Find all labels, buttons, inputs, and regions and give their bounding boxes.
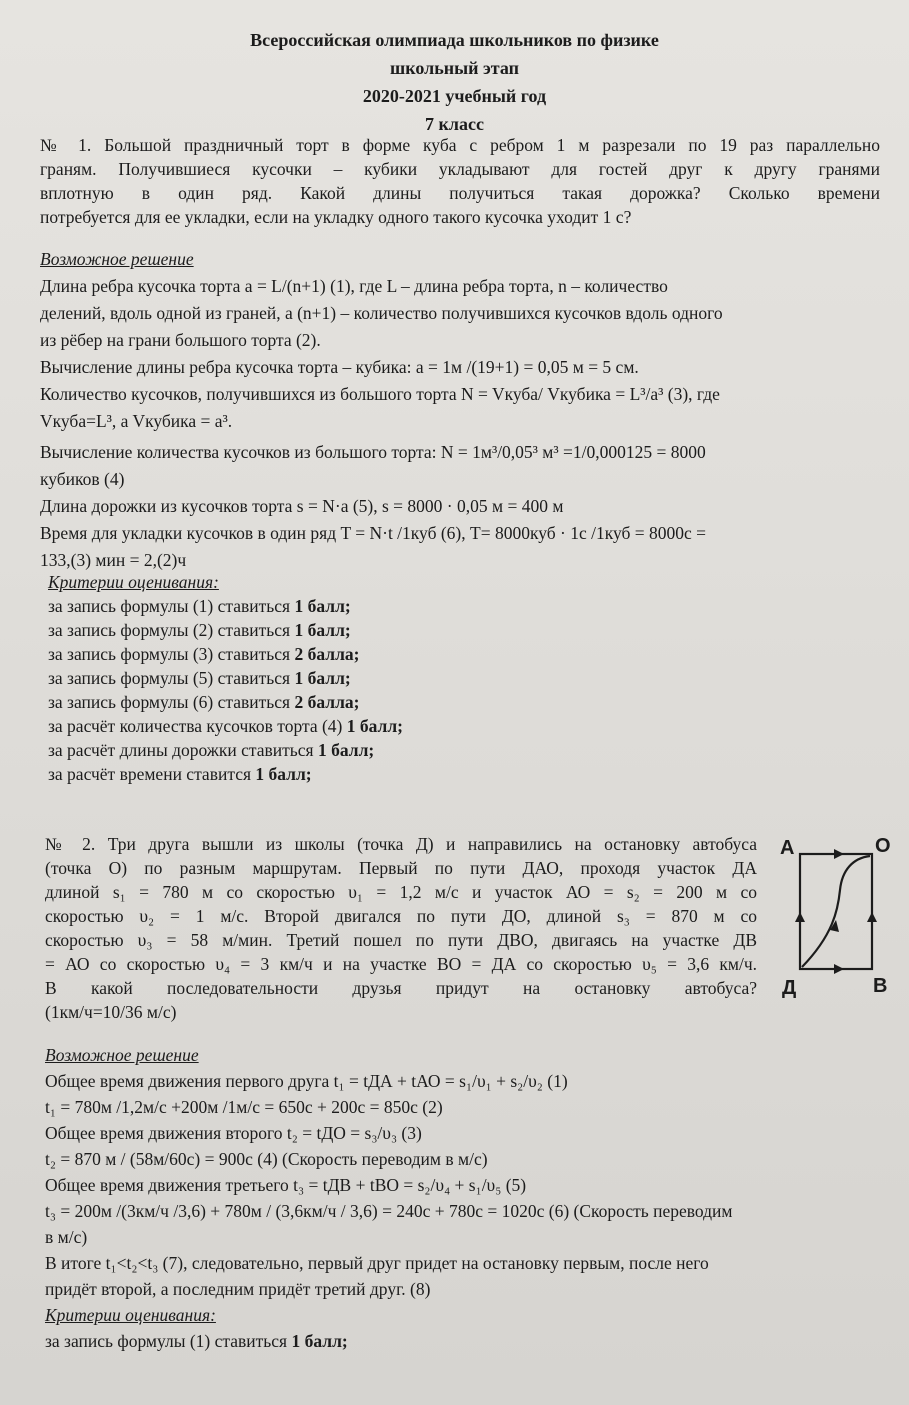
text-line: (точка О) по разным маршрутам. Первый по пути ДАО, проходя участок ДА <box>45 858 757 878</box>
criteria-item: за расчёт длины дорожки ставиться 1 балл; <box>48 740 375 760</box>
grade-title: 7 класс <box>425 114 484 134</box>
point-o-label: O <box>875 835 891 857</box>
text-line: скоростью υ₂ = 1 м/с. Второй двигался по пути ДО, длиной s₃ = 870 м со <box>45 906 757 926</box>
problem-2-statement <box>45 832 757 1024</box>
criteria-heading: Критерии оценивания: <box>45 1305 216 1325</box>
text-line: Длина дорожки из кусочков торта s = N·a (5), s = 8000 · 0,05 м = 400 м <box>40 496 564 516</box>
point-d-label: Д <box>782 977 797 999</box>
text-line: длиной s₁ = 780 м со скоростью υ₁ = 1,2 м/с и участок АО = s₂ = 200 м со <box>45 882 757 902</box>
criteria-item: за запись формулы (1) ставиться 1 балл; <box>45 1331 348 1351</box>
text-line: в м/с) <box>45 1227 88 1247</box>
problem-1-statement <box>40 133 880 229</box>
text-line: = АО со скоростью υ₄ = 3 км/ч и на участке ВО = ДА со скоростью υ₅ = 3,6 км/ч. <box>45 954 757 974</box>
criteria-item: за расчёт количества кусочков торта (4) 1 балл; <box>48 716 403 736</box>
criteria-heading: Критерии оценивания: <box>48 572 219 592</box>
text-line: потребуется для ее укладки, если на укладку одного такого кусочка уходит 1 с? <box>40 207 632 227</box>
text-line: делений, вдоль одной из граней, а (n+1) – количество получившихся кусочков вдоль одного <box>40 303 723 323</box>
route-do-curve <box>802 856 870 967</box>
text-line: граням. Получившиеся кусочки – кубики укладывают для гостей друг к другу гранями <box>40 159 880 179</box>
problem-1-criteria <box>48 570 888 786</box>
problem-1-solution <box>40 246 880 574</box>
text-line: скоростью υ₃ = 58 м/мин. Третий пошел по пути ДВО, двигаясь на участке ДВ <box>45 930 757 950</box>
text-line: 133,(3) мин = 2,(2)ч <box>40 550 187 570</box>
text-line: Vкуба=L³, a Vкубика = a³. <box>40 411 233 431</box>
olympiad-title: Всероссийская олимпиада школьников по физике <box>250 30 659 50</box>
text-line: Общее время движения второго t₂ = tДО = s₃/υ₃ (3) <box>45 1123 422 1143</box>
text-line: № 2. Три друга вышли из школы (точка Д) и направились на остановку автобуса <box>45 834 757 854</box>
text-line: Вычисление количества кусочков из большого торта: N = 1м³/0,05³ м³ =1/0,000125 = 8000 <box>40 442 706 462</box>
criteria-item: за запись формулы (1) ставиться 1 балл; <box>48 596 351 616</box>
text-line: (1км/ч=10/36 м/с) <box>45 1002 177 1022</box>
text-line: t₂ = 870 м / (58м/60с) = 900с (4) (Скорость переводим в м/с) <box>45 1149 488 1169</box>
text-line: Вычисление длины ребра кусочка торта – кубика: a = 1м /(19+1) = 0,05 м = 5 см. <box>40 357 639 377</box>
text-line: вплотную в один ряд. Какой длины получиться такая дорожка? Сколько времени <box>40 183 880 203</box>
text-line: кубиков (4) <box>40 469 125 489</box>
text-line: придёт второй, а последним придёт третий друг. (8) <box>45 1279 431 1299</box>
arrow-ao <box>834 849 844 859</box>
criteria-item: за запись формулы (6) ставиться 2 балла; <box>48 692 360 712</box>
text-line: t₃ = 200м /(3км/ч /3,6) + 780м / (3,6км/ч / 3,6) = 240с + 780с = 1020с (6) (Скорость переводим <box>45 1201 733 1221</box>
stage-title: школьный этап <box>390 58 519 78</box>
year-title: 2020-2021 учебный год <box>362 86 547 106</box>
point-b-label: B <box>873 975 888 997</box>
solution-heading: Возможное решение <box>40 249 194 269</box>
criteria-item: за запись формулы (5) ставиться 1 балл; <box>48 668 351 688</box>
document-header <box>0 26 909 138</box>
text-line: Длина ребра кусочка торта a = L/(n+1) (1), где L – длина ребра торта, n – количество <box>40 276 668 296</box>
problem-2-solution <box>45 1042 865 1354</box>
solution-heading: Возможное решение <box>45 1045 199 1065</box>
text-line: Общее время движения первого друга t₁ = tДА + tАО = s₁/υ₁ + s₂/υ₂ (1) <box>45 1071 568 1091</box>
text-line: Общее время движения третьего t₃ = tДВ + tВО = s₂/υ₄ + s₁/υ₅ (5) <box>45 1175 527 1195</box>
text-line: Количество кусочков, получившихся из большого торта N = Vкуба/ Vкубика = L³/a³ (3), где <box>40 384 720 404</box>
text-line: В какой последовательности друзья придут на остановку автобуса? <box>45 978 757 998</box>
text-line: № 1. Большой праздничный торт в форме куба с ребром 1 м разрезали по 19 раз параллельно <box>40 135 880 155</box>
criteria-item: за запись формулы (3) ставиться 2 балла; <box>48 644 360 664</box>
route-diagram <box>778 830 893 1005</box>
arrow-db <box>834 964 844 974</box>
criteria-item: за расчёт времени ставится 1 балл; <box>48 764 312 784</box>
criteria-item: за запись формулы (2) ставиться 1 балл; <box>48 620 351 640</box>
arrow-bo <box>867 912 877 922</box>
text-line: t₁ = 780м /1,2м/с +200м /1м/с = 650с + 200с = 850с (2) <box>45 1097 443 1117</box>
arrow-da <box>795 912 805 922</box>
point-a-label: A <box>780 837 795 859</box>
text-line: Время для укладки кусочков в один ряд T = N·t /1куб (6), T= 8000куб · 1с /1куб = 8000с = <box>40 523 707 543</box>
text-line: из рёбер на грани большого торта (2). <box>40 330 321 350</box>
text-line: В итоге t₁<t₂<t₃ (7), следовательно, первый друг придет на остановку первым, после него <box>45 1253 709 1273</box>
